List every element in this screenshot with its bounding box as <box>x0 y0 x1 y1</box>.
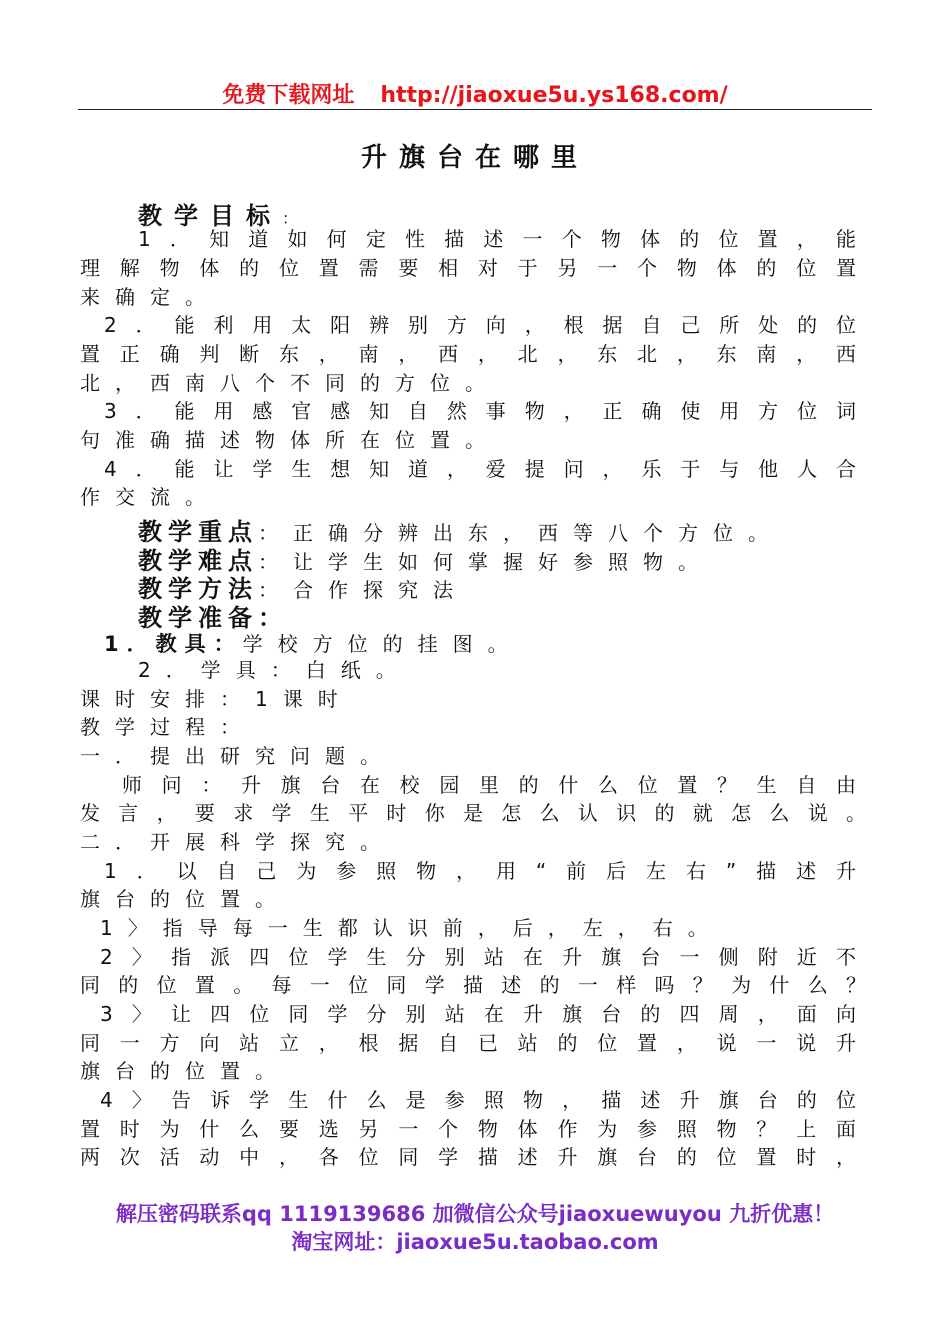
footer-shop-link[interactable]: 淘宝网址：jiaoxue5u.taobao.com <box>291 1230 659 1254</box>
schedule-line: 课时安排：1课时 <box>80 687 353 711</box>
goal-3-line-2: 句准确描述物体所在位置。 <box>80 428 500 452</box>
step-2-1-line-2: 旗台的位置。 <box>80 887 290 911</box>
sub-item-3-line-3: 旗台的位置。 <box>80 1059 290 1083</box>
key-points-text: ：正确分辨出东，西等八个方位。 <box>258 521 783 545</box>
goals-heading: 教学目标 <box>138 202 282 230</box>
key-points-heading: 教学重点 <box>138 518 258 546</box>
sub-item-1: 1〉指导每一生都认识前，后，左，右。 <box>100 916 723 940</box>
footer-contact-line: 解压密码联系qq 1119139686 加微信公众号jiaoxuewuyou 九折优惠！ <box>115 1202 835 1226</box>
goal-1-line-2: 理解物体的位置需要相对于另一个物体的位置 <box>80 256 856 280</box>
header-divider <box>78 109 872 110</box>
step-2-1-line-1: 1．以自己为参照物，用“前后左右”描述升 <box>104 859 856 883</box>
header-url-link[interactable]: http://jiaoxue5u.ys168.com/ <box>380 83 728 108</box>
goal-2-line-3: 北，西南八个不同的方位。 <box>80 371 500 395</box>
sub-item-2-line-2: 同的位置。每一位同学描述的一样吗？为什么？ <box>80 973 866 997</box>
sub-item-4-line-2: 置时为什么要选另一个物体作为参照物？上面 <box>80 1117 856 1141</box>
goal-4-line-1: 4．能让学生想知道，爱提问，乐于与他人合 <box>104 457 856 481</box>
process-heading: 教学过程： <box>80 715 255 739</box>
page-title: 升旗台在哪里 <box>360 143 589 173</box>
method-heading: 教学方法 <box>138 575 258 603</box>
method-text: ：合作探究法 <box>258 578 468 602</box>
goal-4-line-2: 作交流。 <box>80 485 220 509</box>
sub-item-2-line-1: 2〉指派四位学生分别站在升旗台一侧附近不 <box>100 945 856 969</box>
sub-item-4-line-3: 两次活动中，各位同学描述升旗台的位置时， <box>80 1145 856 1169</box>
goal-2-line-1: 2．能利用太阳辨别方向，根据自己所处的位 <box>104 313 856 337</box>
step-1-line-1: 师问：升旗台在校园里的什么位置？生自由 <box>122 773 856 797</box>
sub-item-4-line-1: 4〉告诉学生什么是参照物，描述升旗台的位 <box>100 1088 856 1112</box>
difficulty-heading: 教学难点 <box>138 547 258 575</box>
download-header <box>0 78 950 109</box>
preparation-heading: 教学准备： <box>138 604 288 632</box>
goal-1-line-3: 来确定。 <box>80 285 220 309</box>
step-1-line-2: 发言，要求学生平时你是怎么认识的就怎么说。 <box>80 801 866 825</box>
goal-2-line-2: 置正确判断东，南，西，北，东北，东南，西 <box>80 342 856 366</box>
prep-item-1-text: 学校方位的挂图。 <box>242 632 523 656</box>
step-2-heading: 二．开展科学探究。 <box>80 830 395 854</box>
prep-item-1 <box>104 628 523 658</box>
sub-item-3-line-1: 3〉让四位同学分别站在升旗台的四周，面向 <box>100 1002 856 1026</box>
goal-1-line-1: 1．知道如何定性描述一个物体的位置，能 <box>138 227 856 251</box>
step-1-heading: 一．提出研究问题。 <box>80 744 395 768</box>
header-label: 免费下载网址 <box>222 83 355 108</box>
goals-colon: ： <box>282 209 299 228</box>
goal-3-line-1: 3．能用感官感知自然事物，正确使用方位词 <box>104 399 856 423</box>
sub-item-3-line-2: 同一方向站立，根据自已站的位置，说一说升 <box>80 1031 856 1055</box>
prep-item-1-label: 1．教具： <box>104 632 243 656</box>
prep-item-2: 2．学具：白纸。 <box>138 658 411 682</box>
difficulty-text: ：让学生如何掌握好参照物。 <box>258 550 713 574</box>
